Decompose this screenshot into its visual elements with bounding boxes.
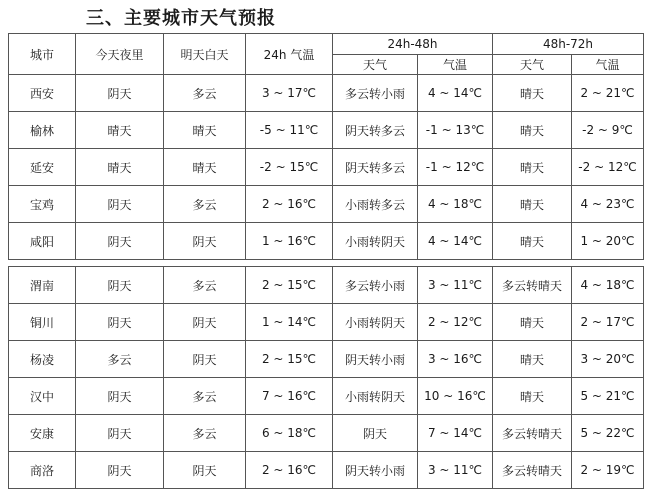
- city-cell: 汉中: [9, 378, 76, 415]
- tomorrow-cell: 阴天: [164, 304, 246, 341]
- temp-48h-cell: 10 ~ 16℃: [418, 378, 493, 415]
- tomorrow-cell: 晴天: [164, 149, 246, 186]
- weather-72h-cell: 多云转晴天: [493, 452, 572, 489]
- weather-72h-cell: 多云转晴天: [493, 267, 572, 304]
- weather-72h-cell: 晴天: [493, 341, 572, 378]
- tomorrow-cell: 阴天: [164, 341, 246, 378]
- temp-48h-cell: 4 ~ 14℃: [418, 223, 493, 260]
- table-row: [9, 186, 644, 223]
- temp-24h-cell: 1 ~ 16℃: [246, 223, 333, 260]
- temp-72h-cell: 2 ~ 19℃: [572, 452, 644, 489]
- weather-72h-cell: 晴天: [493, 112, 572, 149]
- temp-72h-cell: -2 ~ 9℃: [572, 112, 644, 149]
- tonight-cell: 晴天: [76, 149, 164, 186]
- temp-24h-cell: 2 ~ 16℃: [246, 452, 333, 489]
- tomorrow-cell: 多云: [164, 415, 246, 452]
- weather-48h-cell: 小雨转阴天: [333, 223, 418, 260]
- temp-24h-cell: -5 ~ 11℃: [246, 112, 333, 149]
- tonight-cell: 阴天: [76, 267, 164, 304]
- temp-24h-cell: 2 ~ 16℃: [246, 186, 333, 223]
- tonight-cell: 阴天: [76, 378, 164, 415]
- city-cell: 咸阳: [9, 223, 76, 260]
- temp-48h-cell: 2 ~ 12℃: [418, 304, 493, 341]
- weather-48h-cell: 多云转小雨: [333, 267, 418, 304]
- weather-72h-cell: 晴天: [493, 149, 572, 186]
- temp-72h-cell: 4 ~ 23℃: [572, 186, 644, 223]
- temp-48h-cell: 3 ~ 16℃: [418, 341, 493, 378]
- table-row: [9, 378, 644, 415]
- section-gap: [9, 260, 644, 267]
- weather-72h-cell: 多云转晴天: [493, 415, 572, 452]
- header-period-24-48: 24h-48h: [333, 34, 493, 55]
- temp-48h-cell: 4 ~ 18℃: [418, 186, 493, 223]
- page-title: 三、主要城市天气预报: [86, 8, 276, 29]
- temp-24h-cell: 6 ~ 18℃: [246, 415, 333, 452]
- temp-72h-cell: 2 ~ 21℃: [572, 75, 644, 112]
- weather-48h-cell: 小雨转多云: [333, 186, 418, 223]
- temp-48h-cell: 3 ~ 11℃: [418, 452, 493, 489]
- temp-72h-cell: -2 ~ 12℃: [572, 149, 644, 186]
- city-cell: 延安: [9, 149, 76, 186]
- tomorrow-cell: 阴天: [164, 452, 246, 489]
- weather-72h-cell: 晴天: [493, 75, 572, 112]
- temp-48h-cell: -1 ~ 12℃: [418, 149, 493, 186]
- weather-48h-cell: 阴天转多云: [333, 149, 418, 186]
- temp-24h-cell: 3 ~ 17℃: [246, 75, 333, 112]
- tonight-cell: 阴天: [76, 304, 164, 341]
- header-tomorrow-day: 明天白天: [164, 34, 246, 75]
- header-weather-72: 天气: [493, 55, 572, 75]
- temp-48h-cell: 7 ~ 14℃: [418, 415, 493, 452]
- temp-72h-cell: 5 ~ 22℃: [572, 415, 644, 452]
- tonight-cell: 阴天: [76, 75, 164, 112]
- table-row: [9, 149, 644, 186]
- tomorrow-cell: 多云: [164, 267, 246, 304]
- temp-72h-cell: 1 ~ 20℃: [572, 223, 644, 260]
- temp-24h-cell: 1 ~ 14℃: [246, 304, 333, 341]
- table-row: [9, 112, 644, 149]
- table-row: [9, 452, 644, 489]
- weather-48h-cell: 阴天转多云: [333, 112, 418, 149]
- table-row: [9, 223, 644, 260]
- weather-72h-cell: 晴天: [493, 223, 572, 260]
- section-gap-cell: [9, 260, 644, 267]
- city-cell: 榆林: [9, 112, 76, 149]
- header-temp-24h: 24h 气温: [246, 34, 333, 75]
- tonight-cell: 阴天: [76, 186, 164, 223]
- header-row-1: [9, 34, 644, 55]
- city-cell: 商洛: [9, 452, 76, 489]
- temp-24h-cell: 7 ~ 16℃: [246, 378, 333, 415]
- table-row: [9, 415, 644, 452]
- temp-48h-cell: 3 ~ 11℃: [418, 267, 493, 304]
- tomorrow-cell: 晴天: [164, 112, 246, 149]
- temp-24h-cell: -2 ~ 15℃: [246, 149, 333, 186]
- city-cell: 安康: [9, 415, 76, 452]
- weather-72h-cell: 晴天: [493, 378, 572, 415]
- weather-72h-cell: 晴天: [493, 186, 572, 223]
- city-cell: 渭南: [9, 267, 76, 304]
- forecast-table: [8, 33, 644, 489]
- tonight-cell: 阴天: [76, 223, 164, 260]
- temp-24h-cell: 2 ~ 15℃: [246, 267, 333, 304]
- temp-72h-cell: 2 ~ 17℃: [572, 304, 644, 341]
- table-row: [9, 75, 644, 112]
- weather-72h-cell: 晴天: [493, 304, 572, 341]
- weather-48h-cell: 阴天: [333, 415, 418, 452]
- weather-48h-cell: 小雨转阴天: [333, 378, 418, 415]
- tonight-cell: 阴天: [76, 415, 164, 452]
- temp-24h-cell: 2 ~ 15℃: [246, 341, 333, 378]
- temp-72h-cell: 5 ~ 21℃: [572, 378, 644, 415]
- header-weather-48: 天气: [333, 55, 418, 75]
- city-cell: 西安: [9, 75, 76, 112]
- header-tonight: 今天夜里: [76, 34, 164, 75]
- weather-48h-cell: 多云转小雨: [333, 75, 418, 112]
- tomorrow-cell: 多云: [164, 378, 246, 415]
- tomorrow-cell: 多云: [164, 186, 246, 223]
- temp-48h-cell: -1 ~ 13℃: [418, 112, 493, 149]
- forecast-body: [9, 75, 644, 489]
- tonight-cell: 多云: [76, 341, 164, 378]
- header-city: 城市: [9, 34, 76, 75]
- tonight-cell: 阴天: [76, 452, 164, 489]
- tomorrow-cell: 阴天: [164, 223, 246, 260]
- temp-48h-cell: 4 ~ 14℃: [418, 75, 493, 112]
- table-row: [9, 341, 644, 378]
- temp-72h-cell: 3 ~ 20℃: [572, 341, 644, 378]
- header-temp-48: 气温: [418, 55, 493, 75]
- temp-72h-cell: 4 ~ 18℃: [572, 267, 644, 304]
- weather-48h-cell: 小雨转阴天: [333, 304, 418, 341]
- weather-48h-cell: 阴天转小雨: [333, 341, 418, 378]
- header-temp-72: 气温: [572, 55, 644, 75]
- weather-48h-cell: 阴天转小雨: [333, 452, 418, 489]
- header-period-48-72: 48h-72h: [493, 34, 644, 55]
- city-cell: 杨凌: [9, 341, 76, 378]
- city-cell: 宝鸡: [9, 186, 76, 223]
- table-row: [9, 267, 644, 304]
- table-row: [9, 304, 644, 341]
- city-cell: 铜川: [9, 304, 76, 341]
- tonight-cell: 晴天: [76, 112, 164, 149]
- tomorrow-cell: 多云: [164, 75, 246, 112]
